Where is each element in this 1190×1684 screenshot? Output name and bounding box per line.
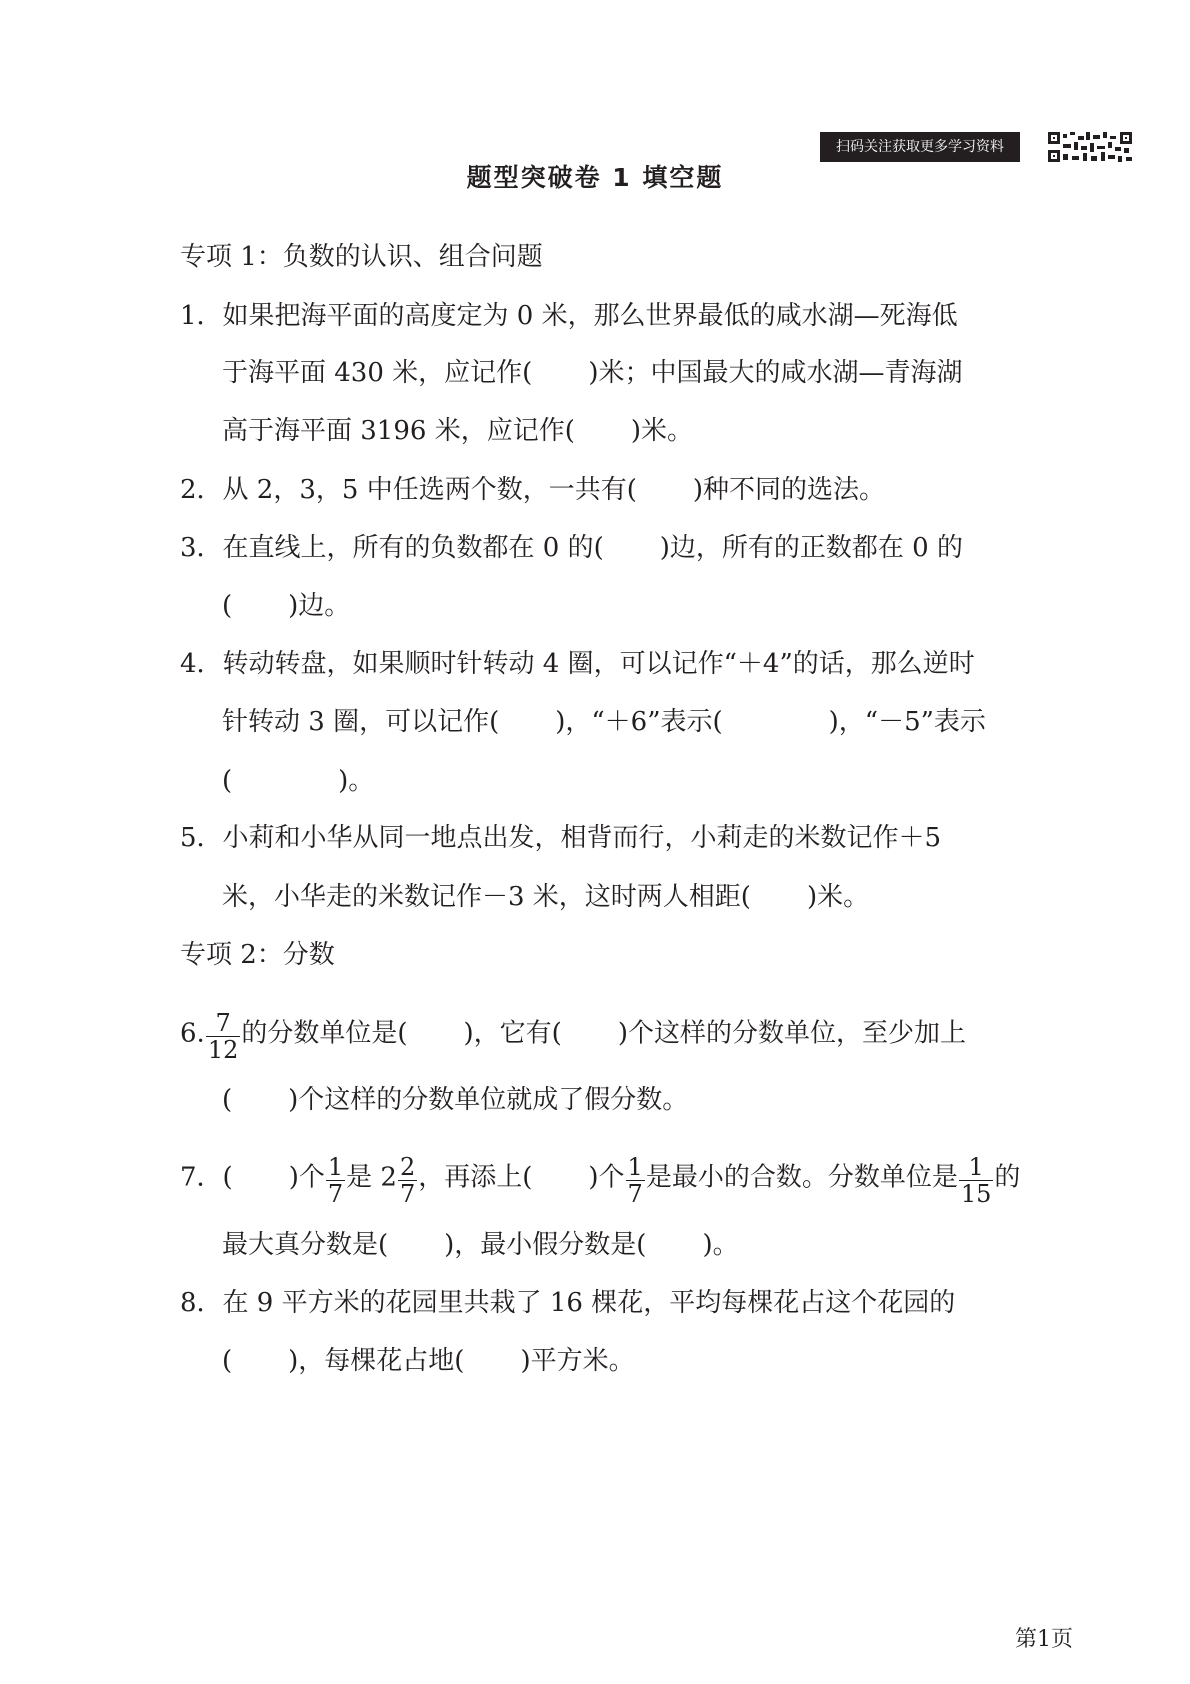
- fraction: $\frac{1}{7}$: [327, 1153, 344, 1208]
- question-1-line-2: 于海平面 430 米，应记作( )米；中国最大的咸水湖—青海湖: [222, 358, 963, 388]
- question-7-line-1: 7．( )个 $\frac{1}{7}$ 是 2 $\frac{2}{7}$ ，再添上( )个 $\frac{1}{7}$ 是最小的合数。分数单位是 $\frac{1}{15}$ 的: [180, 1153, 1021, 1208]
- fraction: $\frac{7}{12}$: [207, 1009, 239, 1064]
- question-4-line-2: 针转动 3 圈，可以记作( )，“＋6”表示( )，“－5”表示: [222, 707, 986, 737]
- qr-promo-banner: 扫码关注获取更多学习资料: [820, 132, 1020, 162]
- question-1-line-3: 高于海平面 3196 米，应记作( )米。: [222, 416, 693, 446]
- question-7-line-2: 最大真分数是( )，最小假分数是( )。: [222, 1230, 739, 1260]
- question-2: 2．从 2，3，5 中任选两个数，一共有( )种不同的选法。: [180, 475, 885, 505]
- fraction: $\frac{2}{7}$: [399, 1153, 416, 1208]
- question-5-line-1: 5．小莉和小华从同一地点出发，相背而行，小莉走的米数记作＋5: [180, 823, 942, 853]
- section-heading-1: 专项 1：负数的认识、组合问题: [180, 242, 543, 272]
- fraction: $\frac{1}{15}$: [960, 1153, 992, 1208]
- question-3-line-2: ( )边。: [222, 591, 351, 621]
- page-title: 题型突破卷 1 填空题: [466, 163, 724, 192]
- question-6-line-1: 6. $\frac{7}{12}$ 的分数单位是( )，它有( )个这样的分数单位，至少加上: [180, 1009, 966, 1064]
- page-number: 第1页: [1015, 1627, 1073, 1652]
- question-4-line-1: 4．转动转盘，如果顺时针转动 4 圈，可以记作“＋4”的话，那么逆时: [180, 649, 975, 679]
- section-heading-2: 专项 2：分数: [180, 940, 335, 970]
- question-1-line-1: 1．如果把海平面的高度定为 0 米，那么世界最低的咸水湖—死海低: [180, 301, 958, 331]
- question-5-line-2: 米，小华走的米数记作－3 米，这时两人相距( )米。: [222, 882, 870, 912]
- question-6-line-2: ( )个这样的分数单位就成了假分数。: [222, 1085, 689, 1115]
- fraction: $\frac{1}{7}$: [627, 1153, 643, 1208]
- question-4-line-3: ( )。: [222, 766, 375, 796]
- question-3-line-1: 3．在直线上，所有的负数都在 0 的( )边，所有的正数都在 0 的: [180, 533, 963, 563]
- question-8-line-1: 8．在 9 平方米的花园里共栽了 16 棵花，平均每棵花占这个花园的: [180, 1288, 956, 1318]
- question-8-line-2: ( )，每棵花占地( )平方米。: [222, 1346, 635, 1376]
